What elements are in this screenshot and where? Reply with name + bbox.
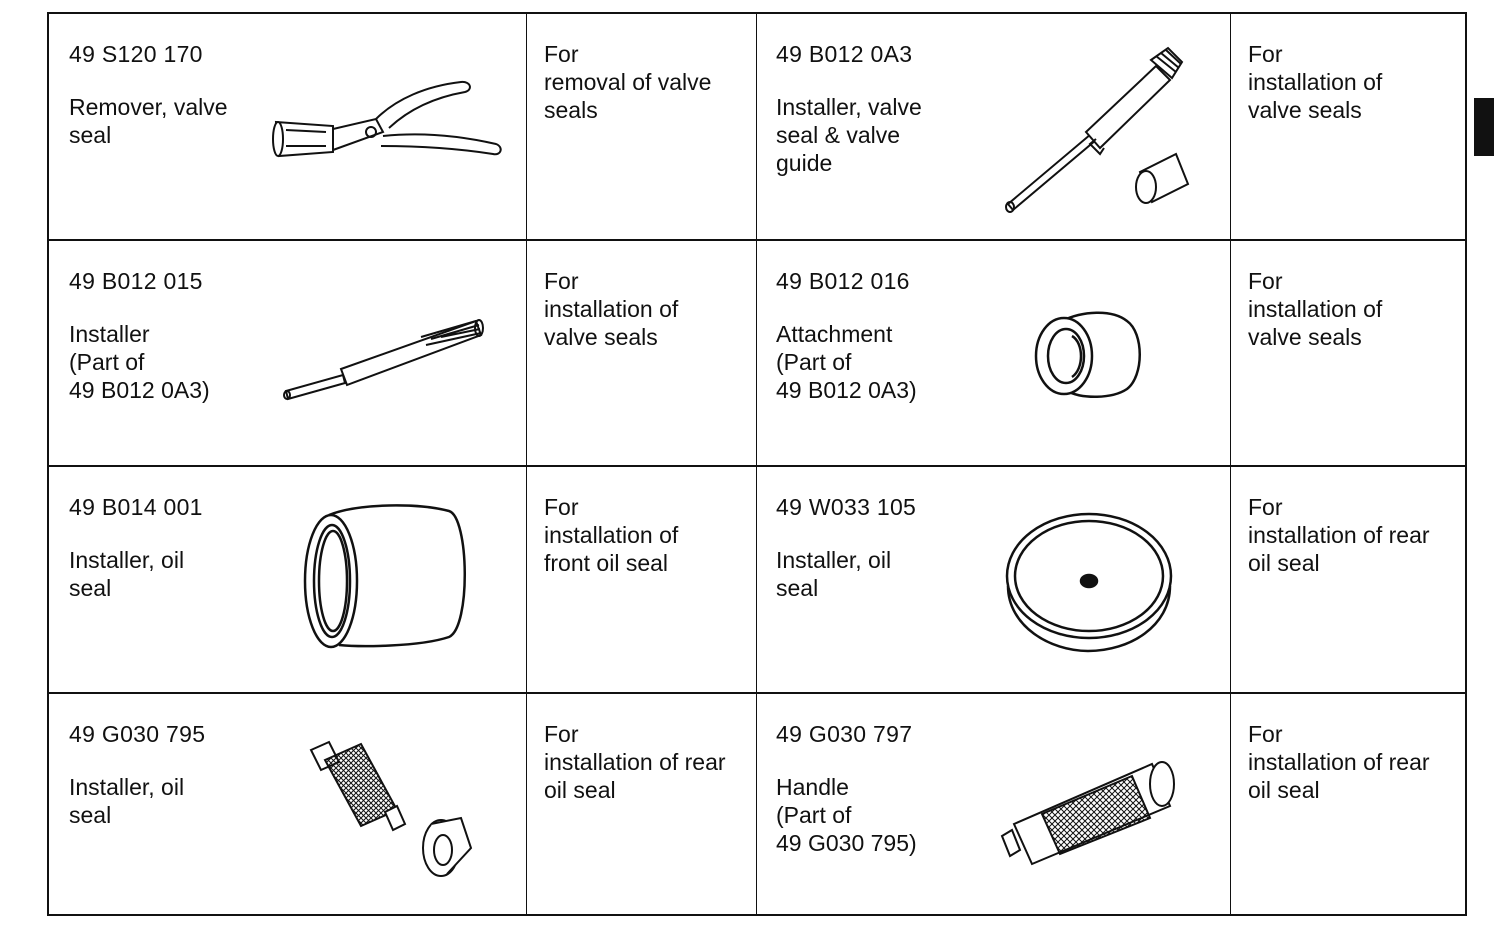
tool-use-line: For [1248,41,1283,67]
installer-set-icon [996,44,1196,214]
tool-name-line: seal [69,575,112,601]
tool-name-line: 49 B012 0A3) [69,377,210,403]
tool-name-line: Handle [776,774,849,800]
tool-use [544,267,748,351]
cylinder-installer-icon [299,497,479,657]
tool-name-line: (Part of [776,802,852,828]
disc-installer-icon [1000,511,1180,661]
table-cell-use [1230,694,1465,914]
tool-number: 49 S120 170 [69,41,203,67]
tool-use-line: installation of [544,522,679,548]
tool-name-line: Remover, valve [69,94,228,120]
tool-use-line: installation of rear [1248,749,1430,775]
tool-use-line: installation of rear [1248,522,1430,548]
tool-use-line: installation of rear [544,749,726,775]
table-cell-use [526,467,756,692]
tool-use [1248,40,1457,124]
special-tools-table [47,12,1467,916]
tool-use [544,493,748,577]
attachment-sleeve-icon [1032,301,1152,411]
tool-name-line: Installer, oil [776,547,892,573]
tool-use-line: For [544,268,579,294]
tool-name-line: Attachment [776,321,893,347]
tool-number: 49 B012 0A3 [776,41,913,67]
tool-name [69,320,259,404]
tool-use [1248,267,1457,351]
tool-use-line: oil seal [544,777,616,803]
tool-name-line: seal & valve [776,122,901,148]
table-cell-tool [756,14,1230,239]
tool-name-line: guide [776,150,833,176]
tool-name-line: (Part of [69,349,145,375]
tool-use-line: oil seal [1248,550,1320,576]
pliers-icon [271,74,511,174]
tool-use-line: seals [544,97,598,123]
tool-use [1248,720,1457,804]
tool-name [776,320,966,404]
tool-name-line: Installer, valve [776,94,922,120]
tool-name [776,773,966,857]
tool-name-line: 49 G030 795) [776,830,917,856]
tool-number: 49 B014 001 [69,494,203,520]
tool-use-line: oil seal [1248,777,1320,803]
tool-use-line: For [544,721,579,747]
tool-name [69,773,259,829]
tool-name [69,93,259,149]
tool-number: 49 B012 015 [69,268,203,294]
tool-use-line: For [1248,721,1283,747]
tool-name-line: seal [69,122,112,148]
table-cell-use [526,14,756,239]
tool-use [1248,493,1457,577]
tool-number: 49 W033 105 [776,494,917,520]
tool-number: 49 G030 797 [776,721,913,747]
tool-name-line: Installer, oil [69,774,185,800]
tool-name-line: Installer, oil [69,547,185,573]
installer-rod-icon [281,301,501,401]
tool-name-line: 49 B012 0A3) [776,377,917,403]
table-cell-tool [756,467,1230,692]
tool-use-line: installation of [1248,296,1383,322]
table-cell-tool [49,467,526,692]
tool-name [776,546,966,602]
tool-number: 49 G030 795 [69,721,206,747]
tool-use-line: valve seals [544,324,658,350]
table-cell-use [1230,467,1465,692]
tool-name-line: Installer [69,321,150,347]
tool-use [544,40,748,124]
table-cell-use [1230,14,1465,239]
knurled-handle-icon [992,746,1192,866]
tool-name [69,546,259,602]
tool-use-line: For [1248,494,1283,520]
tool-number: 49 B012 016 [776,268,910,294]
tool-name [776,93,966,177]
table-cell-tool [49,14,526,239]
table-cell-tool [756,241,1230,465]
tool-use-line: For [544,41,579,67]
tool-use-line: For [544,494,579,520]
tool-name-line: (Part of [776,349,852,375]
knurled-installer-icon [301,738,481,878]
table-cell-tool [49,241,526,465]
table-cell-tool [49,694,526,914]
table-cell-use [526,694,756,914]
table-cell-use [1230,241,1465,465]
tool-name-line: seal [776,575,819,601]
tool-use-line: installation of [544,296,679,322]
section-tab-marker [1474,98,1494,156]
tool-use [544,720,748,804]
tool-name-line: seal [69,802,112,828]
tool-use-line: removal of valve [544,69,712,95]
table-cell-use [526,241,756,465]
table-cell-tool [756,694,1230,914]
tool-use-line: installation of [1248,69,1383,95]
tool-use-line: front oil seal [544,550,669,576]
tool-use-line: For [1248,268,1283,294]
tool-use-line: valve seals [1248,324,1362,350]
tool-use-line: valve seals [1248,97,1362,123]
